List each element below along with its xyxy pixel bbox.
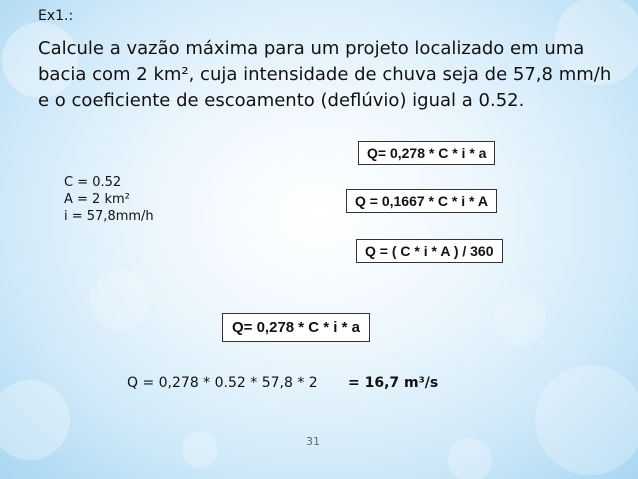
formula-box-rational-1: Q= 0,278 * C * i * a	[358, 141, 495, 165]
variable-c: C = 0.52	[64, 175, 122, 190]
given-variables	[64, 174, 154, 225]
variable-a: A = 2 km²	[64, 192, 130, 207]
formula-box-rational-3: Q = ( C * i * A ) / 360	[356, 239, 503, 263]
problem-statement: Calcule a vazão máxima para um projeto localizado em uma bacia com 2 km², cuja intensidade de chuva seja de 57,8 mm/h e o coeficiente de escoamento (deflúvio) igual a 0.52.	[38, 38, 612, 111]
slide-heading: Ex1.:	[38, 8, 74, 24]
formula-box-selected: Q= 0,278 * C * i * a	[222, 313, 370, 342]
calculation-line: Q = 0,278 * 0.52 * 57,8 * 2	[127, 375, 318, 391]
formula-box-rational-2: Q = 0,1667 * C * i * A	[346, 189, 497, 213]
calculation-result: = 16,7 m³/s	[348, 375, 439, 391]
page-number: 31	[306, 435, 320, 448]
variable-i: i = 57,8mm/h	[64, 209, 154, 224]
